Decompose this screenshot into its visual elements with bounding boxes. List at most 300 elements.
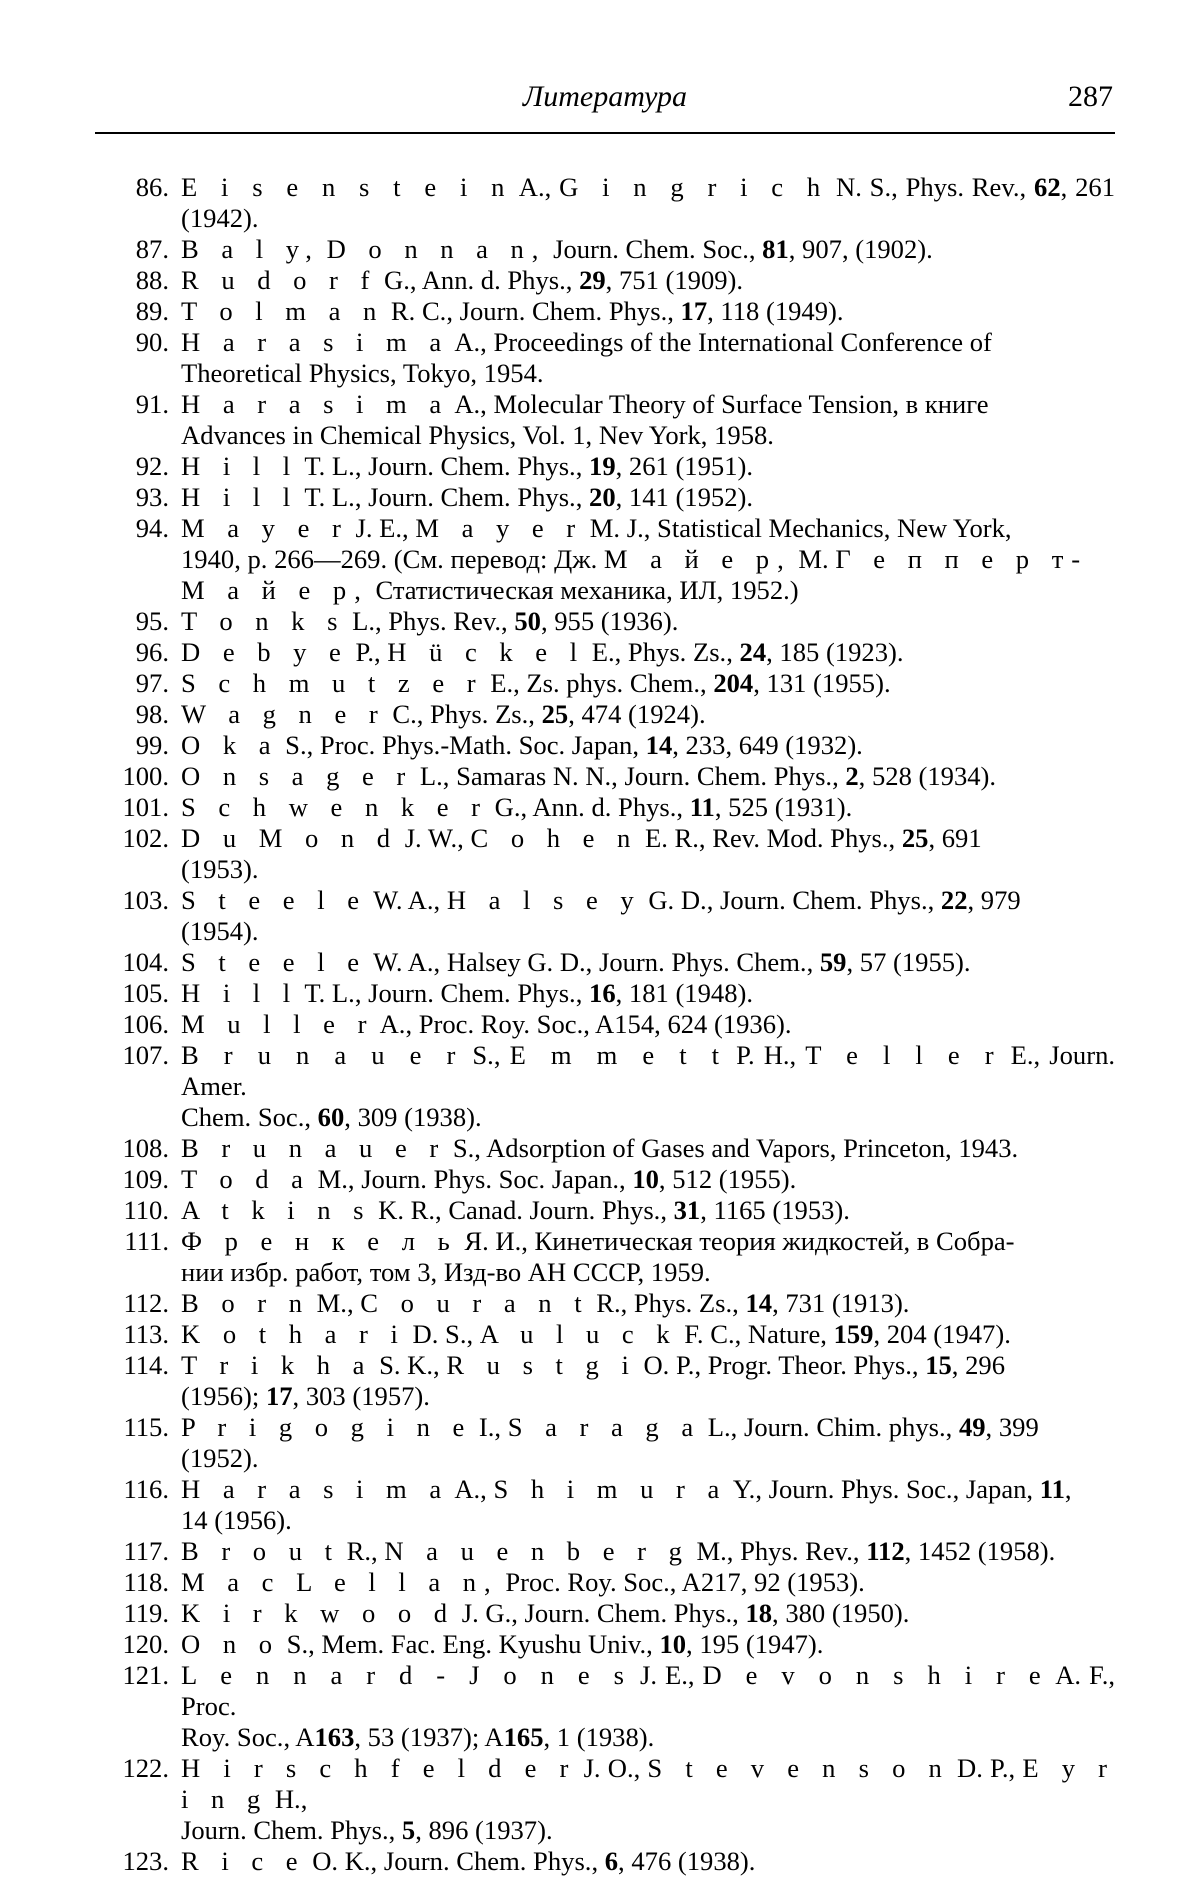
citation-text: , 1452 (1958). — [904, 1536, 1056, 1566]
reference-number: 120. — [122, 1629, 169, 1659]
citation-text: S. K., — [372, 1350, 447, 1380]
author-name: P r i g o g i n e — [181, 1412, 473, 1442]
citation-text: O. K., Journ. Chem. Phys., — [305, 1846, 605, 1876]
reference-line — [181, 389, 1115, 420]
author-name: G i n g r i c h — [559, 172, 829, 202]
author-name: H i l l — [181, 451, 299, 481]
reference-item — [95, 1195, 1115, 1226]
volume-number: 112 — [866, 1536, 905, 1566]
reference-item — [95, 947, 1115, 978]
reference-item — [95, 1288, 1115, 1319]
author-name: T o d a — [181, 1164, 311, 1194]
reference-number: 102. — [122, 823, 169, 853]
reference-line — [181, 1257, 1115, 1288]
reference-item — [95, 1350, 1115, 1412]
reference-line — [181, 699, 1115, 730]
reference-item — [95, 234, 1115, 265]
author-name: E i s e n s t e i n — [181, 172, 513, 202]
reference-text — [181, 885, 1115, 947]
citation-text: , 512 (1955). — [658, 1164, 797, 1194]
citation-text: G., Ann. d. Phys., — [377, 265, 580, 295]
citation-text: L., Journ. Chim. phys., — [701, 1412, 959, 1442]
citation-text: S., Mem. Fac. Eng. Kyushu Univ., — [280, 1629, 660, 1659]
citation-text: , 309 (1938). — [344, 1102, 482, 1132]
reference-item — [95, 482, 1115, 513]
citation-text: , 303 (1957). — [292, 1381, 430, 1411]
reference-line — [181, 1567, 1115, 1598]
citation-text: , 380 (1950). — [772, 1598, 910, 1628]
citation-text: Proc. Roy. Soc., A217, 92 (1953). — [498, 1567, 865, 1597]
author-name: M a y e r — [415, 513, 584, 543]
reference-item — [95, 761, 1115, 792]
reference-text — [181, 1598, 1115, 1629]
citation-text: T. L., Journ. Chem. Phys., — [298, 978, 590, 1008]
citation-text: E., Zs. phys. Chem., — [483, 668, 714, 698]
reference-line — [181, 637, 1115, 668]
citation-text — [320, 234, 327, 264]
citation-text: N. S., Phys. Rev., — [828, 172, 1035, 202]
reference-number: 119. — [123, 1598, 169, 1628]
citation-text: Journ. Chem. Soc., — [546, 234, 763, 264]
citation-text: (1954). — [181, 916, 259, 946]
reference-line — [181, 916, 1115, 947]
citation-text: P., — [348, 637, 388, 667]
volume-number: 31 — [673, 1195, 701, 1225]
author-name: R u s t g i — [446, 1350, 637, 1380]
author-name: N a u e n b e r g — [384, 1536, 690, 1566]
author-name: R u d o r f — [181, 265, 378, 295]
author-name: T r i k h a — [181, 1350, 373, 1380]
reference-item — [95, 327, 1115, 389]
volume-number: 22 — [940, 885, 968, 915]
reference-text — [181, 1474, 1115, 1536]
reference-text — [181, 1009, 1115, 1040]
reference-text — [181, 1040, 1115, 1133]
citation-text: P. H., — [727, 1040, 806, 1070]
volume-number: 10 — [659, 1629, 687, 1659]
reference-line — [181, 761, 1115, 792]
reference-number: 117. — [123, 1536, 169, 1566]
citation-text: Journ. Chem. Phys., — [181, 1815, 402, 1845]
citation-text: Theoretical Physics, Tokyo, 1954. — [181, 358, 544, 388]
citation-text: M. J., Statistical Mechanics, New York, — [583, 513, 1012, 543]
reference-line — [181, 575, 1115, 606]
reference-line — [181, 1381, 1115, 1412]
citation-text: K. R., Canad. Journ. Phys., — [371, 1195, 674, 1225]
author-name: S a r a g a — [507, 1412, 702, 1442]
author-name: E m m e t t — [509, 1040, 728, 1070]
reference-line — [181, 1753, 1115, 1815]
reference-item — [95, 1598, 1115, 1629]
reference-line — [181, 1474, 1115, 1505]
author-name: K i r k w o o d — [181, 1598, 456, 1628]
citation-text: Roy. Soc., A — [181, 1722, 315, 1752]
reference-number: 86. — [135, 172, 169, 202]
reference-item — [95, 513, 1115, 606]
reference-number: 105. — [122, 978, 169, 1008]
volume-number: 204 — [713, 668, 754, 698]
citation-text: R., — [340, 1536, 385, 1566]
reference-text — [181, 1288, 1115, 1319]
reference-line — [181, 1195, 1115, 1226]
volume-number: 17 — [680, 296, 708, 326]
reference-number: 87. — [135, 234, 169, 264]
reference-item — [95, 1846, 1115, 1877]
running-title: Литература — [522, 80, 688, 113]
reference-line — [181, 420, 1115, 451]
citation-text: T. L., Journ. Chem. Phys., — [298, 451, 590, 481]
reference-item — [95, 792, 1115, 823]
author-name: D o n n a n, — [326, 234, 547, 264]
citation-text: A. F., Proc. — [181, 1660, 1116, 1721]
citation-text: , 907, (1902). — [788, 234, 933, 264]
reference-line — [181, 451, 1115, 482]
reference-text — [181, 823, 1115, 885]
citation-text: M., Phys. Rev., — [689, 1536, 867, 1566]
reference-item — [95, 978, 1115, 1009]
reference-item — [95, 1474, 1115, 1536]
author-name: T o l m a n — [181, 296, 385, 326]
citation-text: (1956); — [181, 1381, 266, 1411]
reference-text — [181, 761, 1115, 792]
reference-number: 114. — [123, 1350, 169, 1380]
reference-line — [181, 1288, 1115, 1319]
reference-line — [181, 234, 1115, 265]
reference-line — [181, 1350, 1115, 1381]
reference-number: 106. — [122, 1009, 169, 1039]
reference-text — [181, 1536, 1115, 1567]
author-name: H a r a s i m a — [181, 1474, 450, 1504]
citation-text: , 131 (1955). — [753, 668, 891, 698]
author-name: C o u r a n t — [360, 1288, 590, 1318]
reference-text — [181, 978, 1115, 1009]
reference-item — [95, 1660, 1115, 1753]
author-name: Ф р е н к е л ь — [181, 1226, 458, 1256]
volume-number: 49 — [958, 1412, 986, 1442]
volume-number: 20 — [589, 482, 616, 512]
citation-text: H., — [268, 1784, 308, 1814]
author-name: R i c e — [181, 1846, 306, 1876]
reference-line — [181, 1598, 1115, 1629]
citation-text: S., — [463, 1040, 510, 1070]
volume-number: 163 — [314, 1722, 355, 1752]
reference-number: 88. — [135, 265, 169, 295]
citation-text: , 979 — [967, 885, 1021, 915]
reference-line — [181, 792, 1115, 823]
reference-item — [95, 606, 1115, 637]
author-name: K o t h a r i — [181, 1319, 406, 1349]
citation-text: J. O., — [576, 1753, 648, 1783]
reference-item — [95, 1319, 1115, 1350]
citation-text: , 751 (1909). — [605, 265, 744, 295]
reference-text — [181, 606, 1115, 637]
citation-text: Я. И., Кинетическая теория жидкостей, в Собра- — [457, 1226, 1015, 1256]
reference-line — [181, 513, 1115, 544]
author-name: H i r s c h f e l d e r — [181, 1753, 577, 1783]
volume-number: 165 — [503, 1722, 544, 1752]
reference-text — [181, 513, 1115, 606]
reference-text — [181, 1629, 1115, 1660]
reference-item — [95, 637, 1115, 668]
citation-text: D. P., — [949, 1753, 1023, 1783]
reference-item — [95, 730, 1115, 761]
citation-text: R., Phys. Zs., — [589, 1288, 746, 1318]
author-name: М а й е р, — [181, 575, 369, 605]
citation-text: , 399 — [985, 1412, 1039, 1442]
citation-text: L., Samaras N. N., Journ. Chem. Phys., — [413, 761, 846, 791]
reference-line — [181, 1536, 1115, 1567]
reference-text — [181, 451, 1115, 482]
volume-number: 15 — [925, 1350, 952, 1380]
citation-text: М. — [791, 544, 836, 574]
reference-item — [95, 1040, 1115, 1133]
reference-text — [181, 792, 1115, 823]
citation-text: Y., Journ. Phys. Soc., Japan, — [727, 1474, 1040, 1504]
reference-text — [181, 1846, 1115, 1877]
reference-item — [95, 699, 1115, 730]
volume-number: 11 — [1039, 1474, 1065, 1504]
citation-text: E. R., Rev. Mod. Phys., — [638, 823, 902, 853]
citation-text: L., Phys. Rev., — [345, 606, 515, 636]
reference-item — [95, 1133, 1115, 1164]
citation-text: , 955 (1936). — [540, 606, 679, 636]
author-name: S t e v e n s o n — [647, 1753, 950, 1783]
reference-item — [95, 265, 1115, 296]
page-header — [95, 78, 1115, 134]
reference-line — [181, 1846, 1115, 1877]
reference-line — [181, 1629, 1115, 1660]
citation-text: T. L., Journ. Chem. Phys., — [298, 482, 590, 512]
reference-number: 110. — [123, 1195, 169, 1225]
author-name: H i l l — [181, 482, 299, 512]
reference-text — [181, 1226, 1115, 1288]
reference-line — [181, 854, 1115, 885]
citation-text: (1953). — [181, 854, 259, 884]
citation-text: S., Adsorption of Gases and Vapors, Princeton, 1943. — [446, 1133, 1019, 1163]
reference-line — [181, 1009, 1115, 1040]
author-name: H a r a s i m a — [181, 327, 450, 357]
reference-line — [181, 947, 1115, 978]
author-name: O n s a g e r — [181, 761, 414, 791]
citation-text: R. C., Journ. Chem. Phys., — [384, 296, 681, 326]
reference-line — [181, 358, 1115, 389]
reference-text — [181, 1319, 1115, 1350]
reference-item — [95, 172, 1115, 234]
reference-item — [95, 1164, 1115, 1195]
citation-text: J. W., — [398, 823, 471, 853]
author-name: L e n n a r d - J o n e s — [181, 1660, 632, 1690]
reference-number: 95. — [135, 606, 169, 636]
reference-number: 118. — [123, 1567, 169, 1597]
reference-text — [181, 1753, 1115, 1846]
citation-text: D. S., — [405, 1319, 480, 1349]
author-name: C o h e n — [470, 823, 639, 853]
author-name: A u l u c k — [479, 1319, 678, 1349]
reference-number: 103. — [122, 885, 169, 915]
citation-text: A., — [449, 1474, 494, 1504]
reference-number: 109. — [122, 1164, 169, 1194]
volume-number: 159 — [833, 1319, 874, 1349]
reference-number: 101. — [122, 792, 169, 822]
citation-text: F. C., Nature, — [677, 1319, 834, 1349]
citation-text: O. P., Progr. Theor. Phys., — [636, 1350, 926, 1380]
reference-text — [181, 482, 1115, 513]
citation-text: M., Journ. Phys. Soc. Japan., — [310, 1164, 633, 1194]
reference-number: 123. — [122, 1846, 169, 1876]
citation-text: Chem. Soc., — [181, 1102, 318, 1132]
citation-text: W. A., Halsey G. D., Journ. Phys. Chem., — [367, 947, 820, 977]
volume-number: 19 — [589, 451, 616, 481]
reference-text — [181, 730, 1115, 761]
author-name: B a l y, — [181, 234, 320, 264]
reference-item — [95, 1567, 1115, 1598]
reference-text — [181, 668, 1115, 699]
citation-text: , 1165 (1953). — [700, 1195, 850, 1225]
citation-text: , 476 (1938). — [618, 1846, 756, 1876]
reference-line — [181, 1226, 1115, 1257]
author-name: B r o u t — [181, 1536, 340, 1566]
reference-item — [95, 1753, 1115, 1846]
reference-text — [181, 234, 1115, 265]
citation-text: J. G., Journ. Chem. Phys., — [455, 1598, 746, 1628]
reference-number: 100. — [122, 761, 169, 791]
citation-text: , 57 (1955). — [846, 947, 971, 977]
author-name: M u l l e r — [181, 1009, 375, 1039]
author-name: D e v o n s h i r e — [702, 1660, 1049, 1690]
reference-item — [95, 668, 1115, 699]
reference-number: 104. — [122, 947, 169, 977]
reference-line — [181, 172, 1115, 234]
reference-number: 116. — [123, 1474, 169, 1504]
reference-line — [181, 1164, 1115, 1195]
reference-number: 113. — [123, 1319, 169, 1349]
author-name: B r u n a u e r — [181, 1133, 447, 1163]
volume-number: 29 — [579, 265, 606, 295]
volume-number: 17 — [265, 1381, 293, 1411]
citation-text: S., Proc. Phys.-Math. Soc. Japan, — [278, 730, 646, 760]
reference-text — [181, 637, 1115, 668]
reference-number: 94. — [135, 513, 169, 543]
reference-line — [181, 823, 1115, 854]
reference-item — [95, 451, 1115, 482]
volume-number: 5 — [401, 1815, 416, 1845]
reference-line — [181, 1412, 1115, 1443]
citation-text: G., Ann. d. Phys., — [488, 792, 690, 822]
author-name: M a y e r — [181, 513, 349, 543]
reference-item — [95, 1629, 1115, 1660]
reference-text — [181, 389, 1115, 451]
reference-number: 96. — [135, 637, 169, 667]
reference-item — [95, 296, 1115, 327]
citation-text: 1940, p. 266—269. (См. перевод: Дж. — [181, 544, 604, 574]
reference-item — [95, 389, 1115, 451]
reference-line — [181, 885, 1115, 916]
reference-line — [181, 978, 1115, 1009]
citation-text: G. D., Journ. Chem. Phys., — [641, 885, 941, 915]
author-name: H a r a s i m a — [181, 389, 450, 419]
author-name: S t e e l e — [181, 947, 368, 977]
reference-text — [181, 1133, 1115, 1164]
author-name: A t k i n s — [181, 1195, 372, 1225]
reference-line — [181, 1443, 1115, 1474]
citation-text: J. E., — [631, 1660, 703, 1690]
volume-number: 25 — [541, 699, 569, 729]
reference-text — [181, 172, 1115, 234]
author-name: B o r n — [181, 1288, 310, 1318]
citation-text: C., Phys. Zs., — [385, 699, 542, 729]
volume-number: 18 — [745, 1598, 773, 1628]
citation-text: , 233, 649 (1932). — [672, 730, 863, 760]
citation-text: , 1 (1938). — [543, 1722, 655, 1752]
volume-number: 16 — [589, 978, 616, 1008]
citation-text: , 261 (1951). — [615, 451, 753, 481]
reference-line — [181, 1040, 1115, 1102]
reference-number: 98. — [135, 699, 169, 729]
reference-item — [95, 1412, 1115, 1474]
citation-text: A., — [512, 172, 560, 202]
reference-list — [95, 172, 1115, 1877]
reference-number: 89. — [135, 296, 169, 326]
citation-text: , 525 (1931). — [714, 792, 853, 822]
volume-number: 62 — [1034, 172, 1061, 202]
reference-text — [181, 296, 1115, 327]
reference-line — [181, 1660, 1115, 1722]
reference-line — [181, 296, 1115, 327]
volume-number: 81 — [762, 234, 789, 264]
reference-text — [181, 699, 1115, 730]
author-name: W a g n e r — [181, 699, 386, 729]
reference-line — [181, 1102, 1115, 1133]
citation-text: , 195 (1947). — [686, 1629, 824, 1659]
citation-text: A., Proc. Roy. Soc., A154, 624 (1936). — [374, 1009, 792, 1039]
citation-text: , 731 (1913). — [772, 1288, 910, 1318]
volume-number: 6 — [604, 1846, 619, 1876]
author-name: S h i m u r a — [493, 1474, 728, 1504]
reference-text — [181, 1164, 1115, 1195]
citation-text: , 896 (1937). — [415, 1815, 553, 1845]
reference-number: 91. — [135, 389, 169, 419]
citation-text: I., — [472, 1412, 508, 1442]
reference-number: 97. — [135, 668, 169, 698]
reference-text — [181, 1660, 1115, 1753]
reference-number: 99. — [135, 730, 169, 760]
author-name: H a l s e y — [446, 885, 642, 915]
author-name: H i l l — [181, 978, 299, 1008]
reference-text — [181, 1195, 1115, 1226]
author-name: O k a — [181, 730, 279, 760]
volume-number: 10 — [632, 1164, 659, 1194]
author-name: B r u n a u e r — [181, 1040, 464, 1070]
citation-text: A., Molecular Theory of Surface Tension, в книге — [449, 389, 989, 419]
author-name: S t e e l e — [181, 885, 368, 915]
author-name: T o n k s — [181, 606, 346, 636]
citation-text: , 204 (1947). — [873, 1319, 1011, 1349]
author-name: S c h w e n k e r — [181, 792, 489, 822]
citation-text: (1952). — [181, 1443, 259, 1473]
page-number: 287 — [1068, 80, 1113, 113]
citation-text: , 691 — [928, 823, 982, 853]
reference-number: 121. — [122, 1660, 169, 1690]
reference-item — [95, 1009, 1115, 1040]
author-name: Г е п п е р т- — [835, 544, 1089, 574]
volume-number: 14 — [745, 1288, 773, 1318]
citation-text: , 118 (1949). — [707, 296, 844, 326]
reference-line — [181, 668, 1115, 699]
reference-number: 115. — [123, 1412, 169, 1442]
reference-number: 90. — [135, 327, 169, 357]
author-name: H ü c k e l — [387, 637, 586, 667]
citation-text: E., Journ. Amer. — [181, 1040, 1116, 1101]
